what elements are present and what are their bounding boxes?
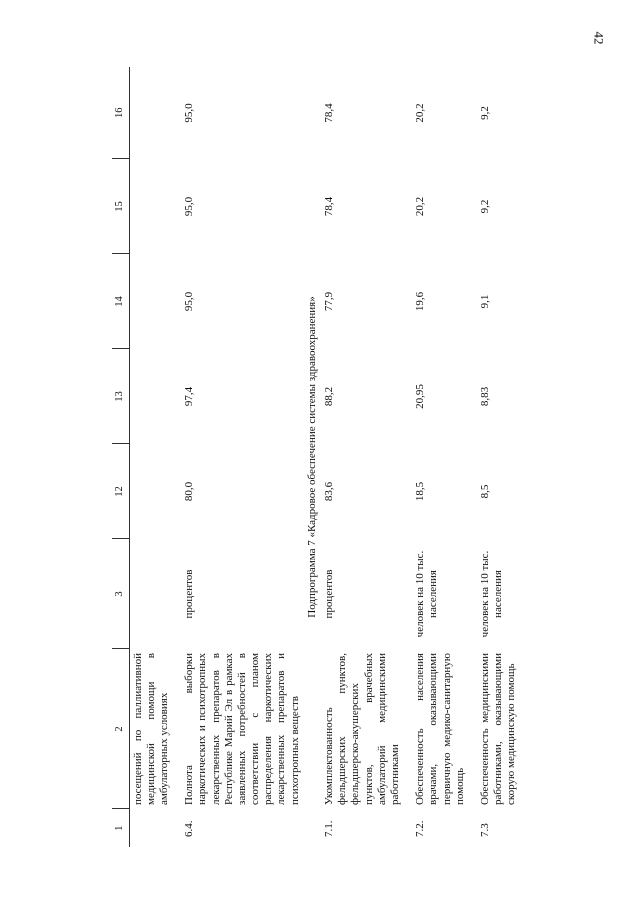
value-cell: 83,6 xyxy=(323,481,336,502)
indicator-unit: человек на 10 тыс. населения xyxy=(478,550,505,638)
value-cell: 80,0 xyxy=(183,481,196,502)
header-cell: 14 xyxy=(112,254,129,349)
row-number: 7.2. xyxy=(414,820,427,837)
row-number xyxy=(129,809,173,847)
value-cell: 88,2 xyxy=(323,386,336,407)
header-row xyxy=(112,67,129,847)
value-cell: 95,0 xyxy=(183,196,196,217)
indicator-name: Укомплектованность фельдшерских пунктов, фельдшерско-акушерских пунктов, врачебных амбулаторий медицинскими работниками xyxy=(323,653,401,805)
subprogram-row xyxy=(304,67,321,847)
value-cell: 95,0 xyxy=(183,103,196,123)
indicator-name: Обеспеченность медицинскими работниками, оказывающими скорую медицинскую помощь xyxy=(478,653,518,805)
indicator-name: посещений по паллиативной медицинской помощи в амбулаторных условиях xyxy=(131,653,170,805)
table-row xyxy=(321,67,404,847)
value-cell: 20,2 xyxy=(414,103,427,123)
header-cell: 13 xyxy=(112,349,129,444)
value-cell: 19,6 xyxy=(414,291,427,312)
header-cell: 3 xyxy=(112,539,129,649)
value-cell: 77,9 xyxy=(323,291,336,312)
header-cell: 15 xyxy=(112,159,129,254)
subprogram-title: Подпрограмма 7 «Кадровое обеспечение системы здравоохранения» xyxy=(305,296,318,618)
value-cell xyxy=(129,444,173,539)
header-cell: 16 xyxy=(112,67,129,159)
indicator-unit xyxy=(129,539,173,649)
value-cell: 8,83 xyxy=(478,386,491,407)
rotated-table-block xyxy=(112,67,637,847)
indicator-unit: процентов xyxy=(183,569,196,619)
header-cell: 12 xyxy=(112,444,129,539)
indicator-name: Полнота выборки наркотических и психотропных лекарственных препаратов в Республике Марий Эл в рамках заявленных потребностей в соответствии с планом распределения наркотических лекарственных препаратов и психотропных веществ xyxy=(183,653,301,805)
value-cell: 9,2 xyxy=(478,106,491,120)
value-cell: 78,4 xyxy=(323,103,336,123)
value-cell xyxy=(129,67,173,159)
table-row xyxy=(469,67,521,847)
indicator-unit: человек на 10 тыс. населения xyxy=(414,550,440,638)
indicator-table xyxy=(112,67,520,847)
indicator-unit: процентов xyxy=(323,569,336,619)
value-cell: 9,2 xyxy=(478,199,491,214)
table-row xyxy=(404,67,469,847)
header-cell: 2 xyxy=(112,649,129,809)
value-cell xyxy=(129,159,173,254)
table-row xyxy=(129,67,173,847)
value-cell xyxy=(129,254,173,349)
row-number: 6.4. xyxy=(183,820,196,837)
table-row xyxy=(173,67,304,847)
value-cell: 18,5 xyxy=(414,481,427,502)
value-cell: 97,4 xyxy=(183,386,196,407)
value-cell: 20,95 xyxy=(414,384,427,409)
value-cell: 95,0 xyxy=(183,291,196,312)
value-cell: 9,1 xyxy=(478,294,491,309)
value-cell xyxy=(129,349,173,444)
indicator-name: Обеспеченность населения врачами, оказывающими первичную медико-санитарную помощь xyxy=(414,653,466,805)
value-cell: 20,2 xyxy=(414,196,427,217)
value-cell: 8,5 xyxy=(478,484,491,499)
header-cell: 1 xyxy=(112,809,129,847)
page-number: 42 xyxy=(591,31,607,45)
row-number: 7.1. xyxy=(323,820,336,837)
value-cell: 78,4 xyxy=(323,196,336,217)
row-number: 7.3 xyxy=(478,823,491,837)
